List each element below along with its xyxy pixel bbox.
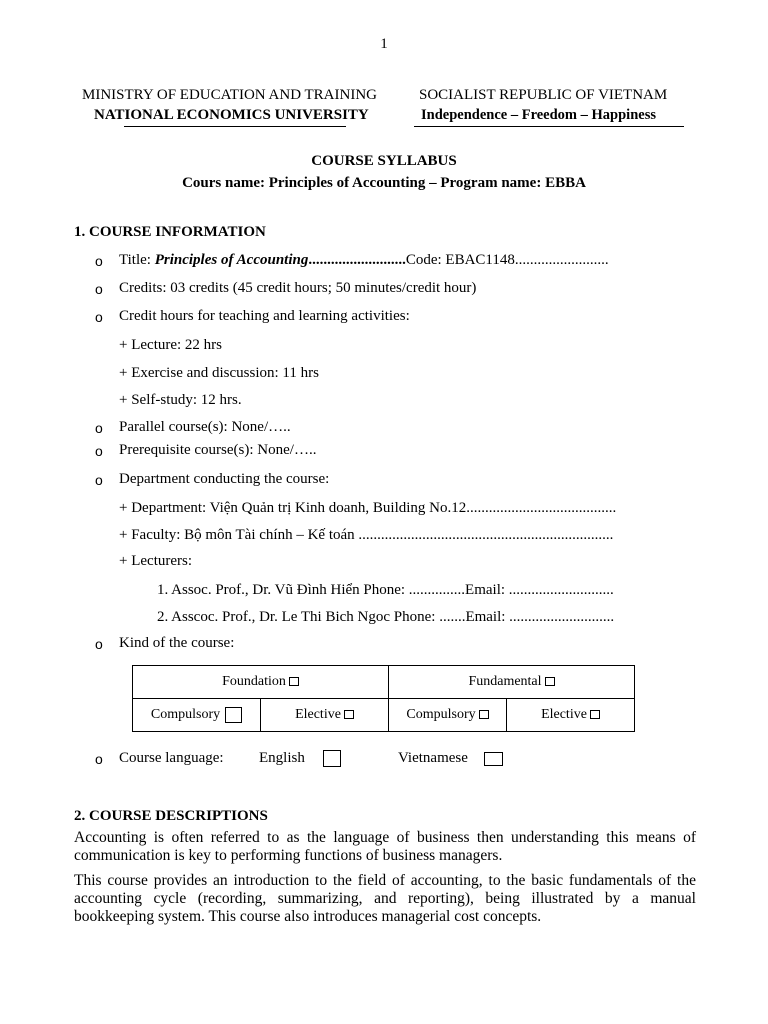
ministry-name: MINISTRY OF EDUCATION AND TRAINING [82, 87, 378, 103]
language-label: Course language: [119, 750, 224, 766]
elective-foundation-cell [261, 699, 389, 732]
description-paragraph-2: This course provides an introduction to the field of accounting, to the basic fundamentals of the accounting cycle (recording, summarizing, and reporting), being illustrated by a manual bookkeeping system. This course also introduces managerial cost concepts. [74, 872, 696, 925]
compulsory-foundation-checkbox[interactable] [225, 707, 242, 723]
compulsory-label: Compulsory [406, 707, 476, 722]
elective-label: Elective [295, 707, 341, 722]
header-right-underline [414, 126, 684, 127]
description-paragraph-1: Accounting is often referred to as the language of business then understanding this means of communication is key to performing functions of business managers. [74, 829, 696, 864]
english-label: English [259, 750, 305, 766]
syllabus-subtitle: Cours name: Principles of Accounting – Program name: EBBA [182, 175, 586, 191]
lecturer-2: 2. Asscoc. Prof., Dr. Le Thi Bich Ngoc Phone: .......Email: ............................ [157, 609, 615, 625]
course-kind-table [132, 665, 635, 732]
foundation-checkbox[interactable] [289, 677, 299, 686]
bullet-icon: o [95, 253, 103, 269]
department-line: + Department: Viện Quản trị Kinh doanh, Building No.12........................................ [119, 500, 617, 516]
vietnamese-checkbox[interactable] [484, 752, 503, 766]
prerequisite-courses: Prerequisite course(s): None/….. [119, 442, 317, 458]
faculty-line: + Faculty: Bộ môn Tài chính – Kế toán .................................................................... [119, 527, 614, 543]
section1-heading: 1. COURSE INFORMATION [74, 224, 266, 240]
bullet-icon: o [95, 636, 103, 652]
credits-line: Credits: 03 credits (45 credit hours; 50 minutes/credit hour) [119, 280, 477, 296]
credit-hours-line: Credit hours for teaching and learning activities: [119, 308, 410, 324]
elective-label: Elective [541, 707, 587, 722]
compulsory-label: Compulsory [150, 707, 221, 723]
self-study-hours: + Self-study: 12 hrs. [119, 392, 242, 408]
page-number: 1 [380, 36, 388, 52]
bullet-icon: o [95, 420, 103, 436]
fundamental-checkbox[interactable] [545, 677, 555, 686]
compulsory-fundamental-cell [389, 699, 507, 732]
parallel-courses: Parallel course(s): None/….. [119, 419, 291, 435]
title-dots: .......................... [308, 252, 406, 268]
kind-label: Kind of the course: [119, 635, 235, 651]
course-title-line [119, 251, 609, 269]
national-motto: Independence – Freedom – Happiness [421, 107, 656, 123]
lecturer-1: 1. Assoc. Prof., Dr. Vũ Đình Hiển Phone: ...............Email: ............................ [157, 582, 614, 598]
syllabus-title: COURSE SYLLABUS [311, 153, 457, 169]
section2-heading: 2. COURSE DESCRIPTIONS [74, 808, 268, 824]
vietnamese-label: Vietnamese [398, 750, 468, 766]
header-left-underline [124, 126, 346, 127]
foundation-cell [133, 666, 389, 699]
title-label: Title: [119, 252, 155, 268]
fundamental-cell [389, 666, 635, 699]
compulsory-fundamental-checkbox[interactable] [479, 710, 489, 719]
lecture-hours: + Lecture: 22 hrs [119, 337, 223, 353]
university-name: NATIONAL ECONOMICS UNIVERSITY [94, 107, 369, 123]
bullet-icon: o [95, 443, 103, 459]
compulsory-foundation-cell [133, 699, 261, 732]
lecturers-label: + Lecturers: [119, 553, 193, 569]
bullet-icon: o [95, 309, 103, 325]
bullet-icon: o [95, 281, 103, 297]
course-title-value: Principles of Accounting [154, 252, 309, 268]
department-conducting: Department conducting the course: [119, 471, 330, 487]
exercise-hours: + Exercise and discussion: 11 hrs [119, 365, 319, 381]
republic-name: SOCIALIST REPUBLIC OF VIETNAM [419, 87, 668, 103]
english-checkbox[interactable] [323, 750, 341, 767]
foundation-label: Foundation [222, 674, 286, 689]
elective-fundamental-checkbox[interactable] [590, 710, 600, 719]
course-code: Code: EBAC1148......................... [405, 252, 609, 268]
elective-foundation-checkbox[interactable] [344, 710, 354, 719]
fundamental-label: Fundamental [468, 674, 542, 689]
elective-fundamental-cell [507, 699, 635, 732]
bullet-icon: o [95, 751, 103, 767]
bullet-icon: o [95, 472, 103, 488]
